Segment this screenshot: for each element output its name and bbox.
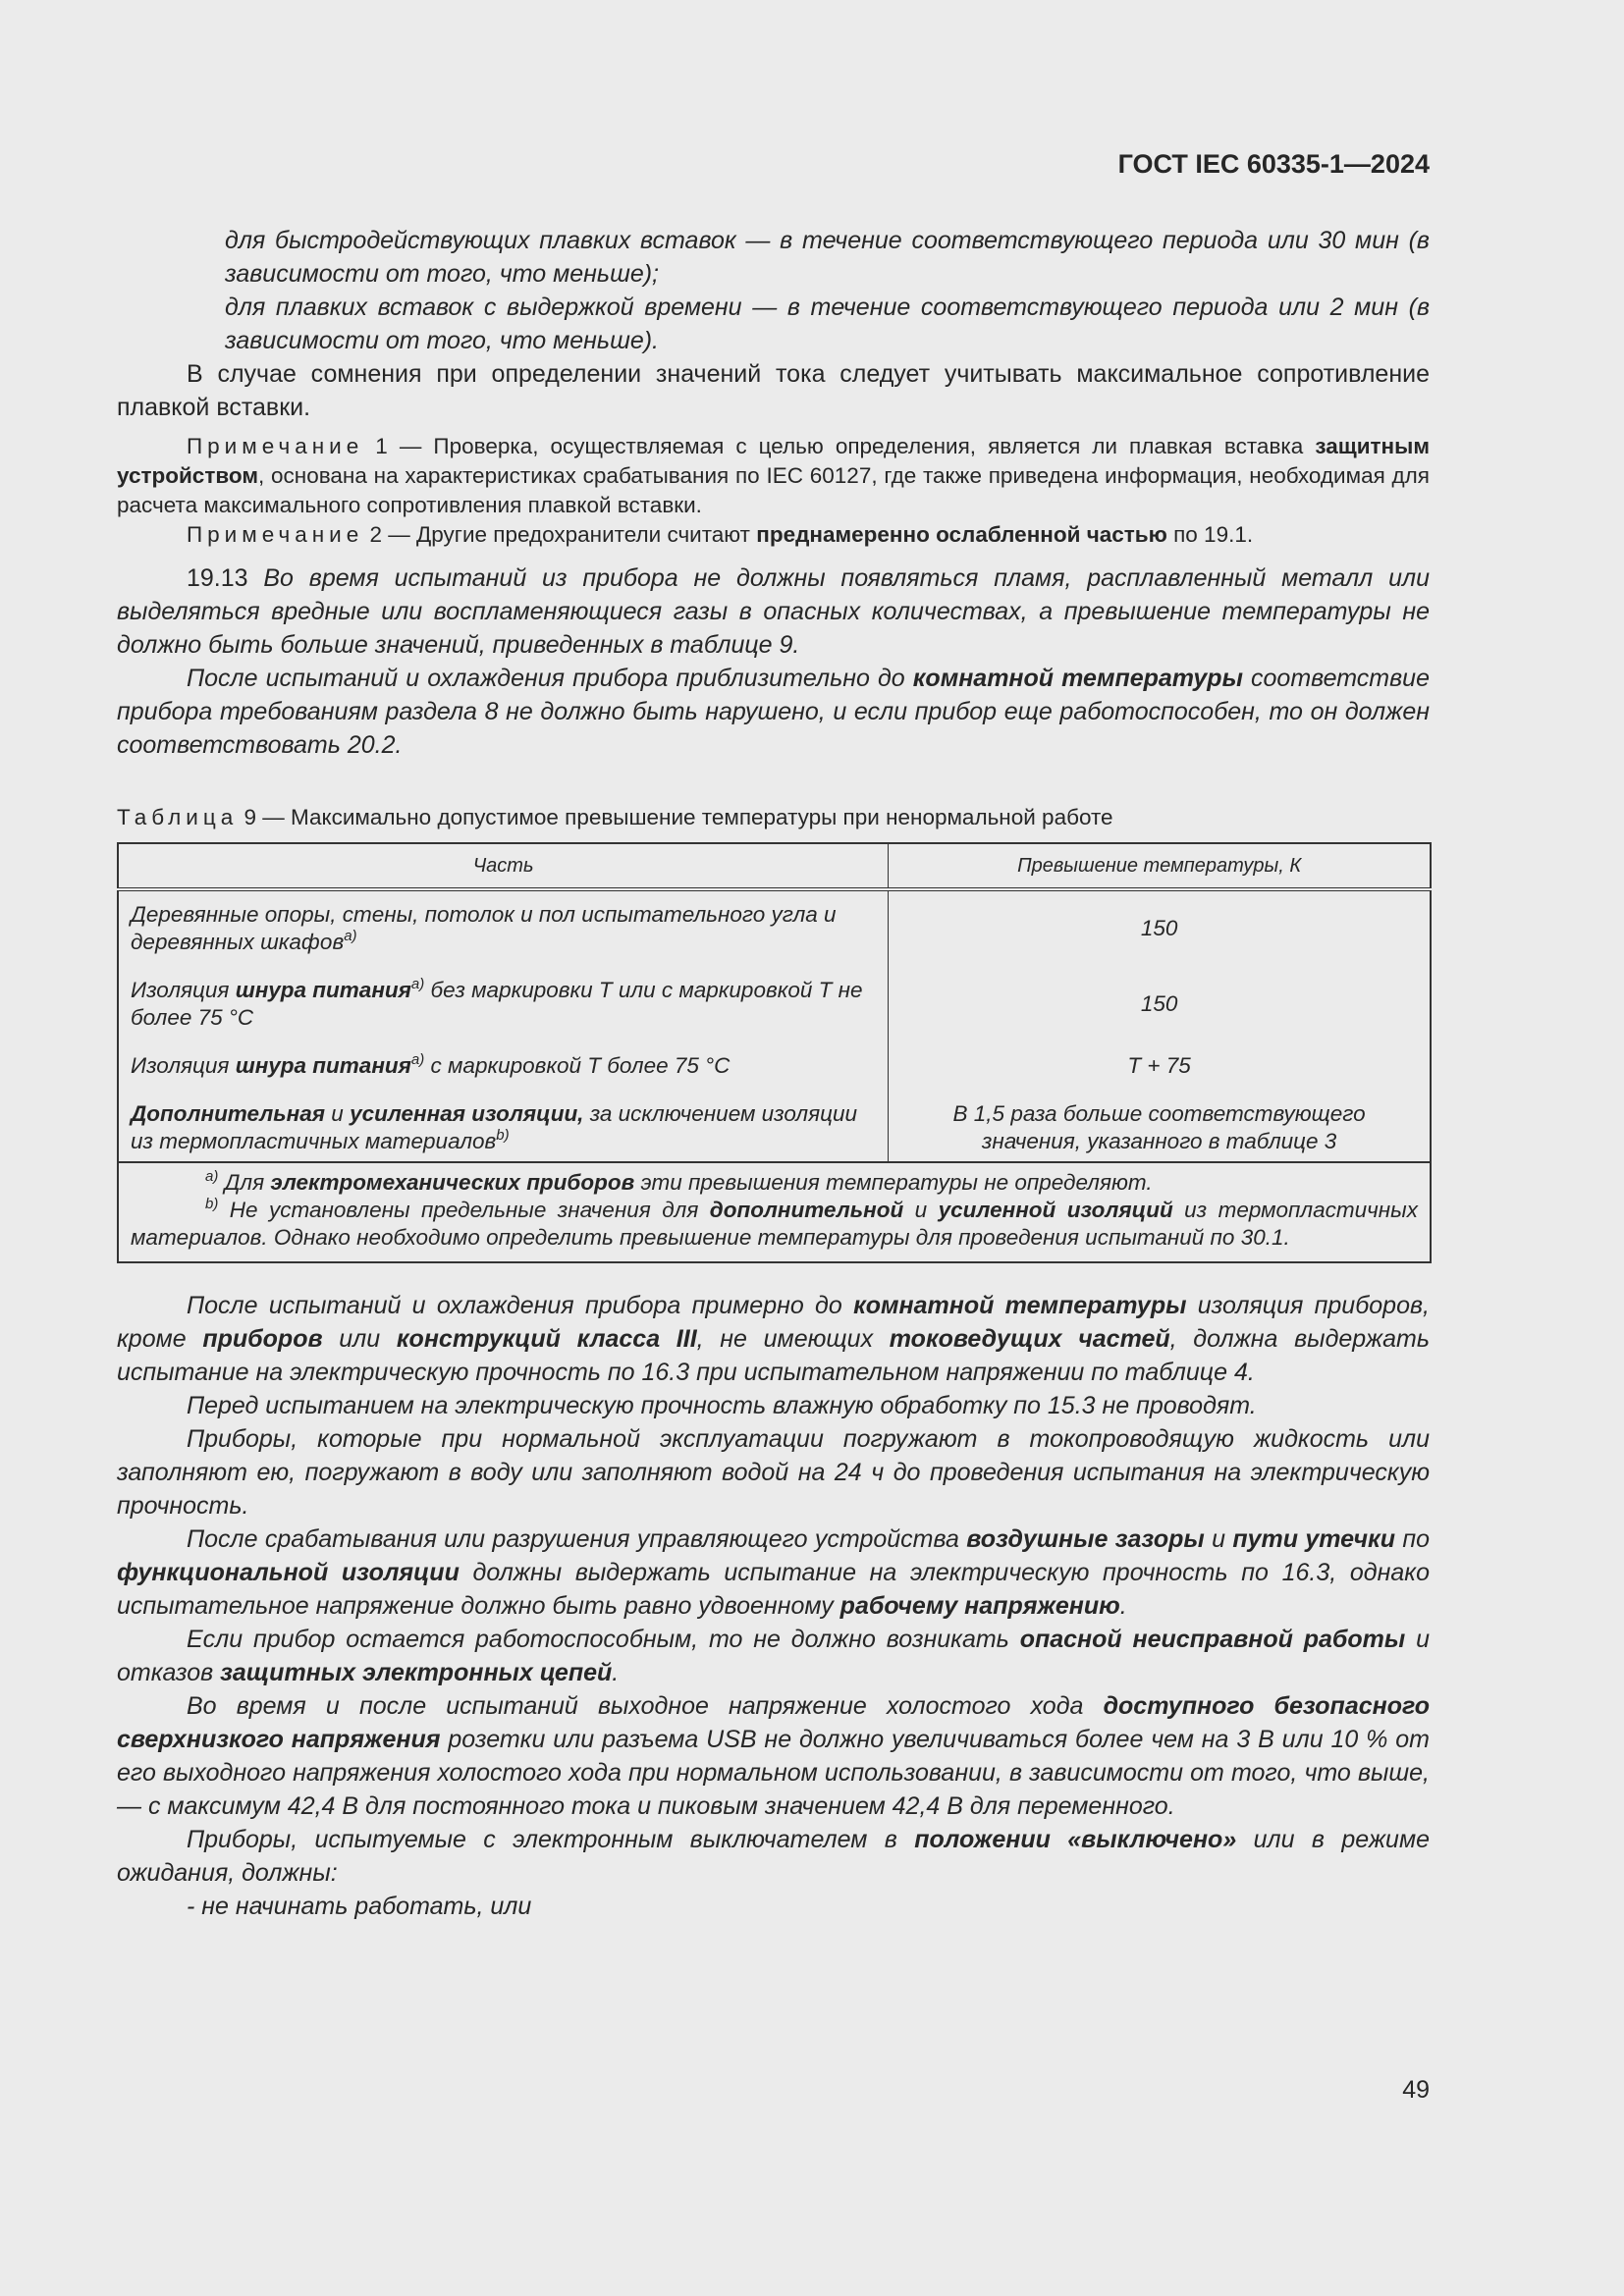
table-cell-part: Деревянные опоры, стены, потолок и пол испытательного угла и деревянных шкафов$^{a)}$ — [118, 889, 889, 959]
table-row — [118, 889, 1431, 959]
page-number: 49 — [1402, 2076, 1430, 2104]
table-cell-value: 150 — [889, 889, 1431, 959]
document-header: ГОСТ IEC 60335-1—2024 — [1117, 149, 1430, 179]
paragraph-output-voltage: Во время и после испытаний выходное напряжение холостого хода доступного безопасного сверхнизкого напряжения розетки или разъема USB не должно увеличиваться более чем на 3 В или 10 % от его выходного напряжения холостого хода при нормальном использовании, в зависимости от того, что выше, — с максимум 42,4 В для постоянного тока и пиковым значением 42,4 В для переменного. — [117, 1692, 1430, 1820]
temperature-rise-table — [117, 842, 1432, 1263]
fuse-item-fast: для быстродействующих плавких вставок — в течение соответствующего периода или 30 мин (в зависимости от того, что меньше); — [225, 227, 1430, 288]
column-header-part: Часть — [118, 843, 889, 889]
body-text — [117, 1289, 1430, 1923]
table-cell-part: Дополнительная и усиленная изоляции, за исключением изоляции из термопластичных материалов$^{b)}$ — [118, 1083, 889, 1162]
paragraph-humidity: Перед испытанием на электрическую прочность влажную обработку по 15.3 не проводят. — [187, 1392, 1257, 1419]
clause-19-13: 19.13 Во время испытаний из прибора не должны появляться пламя, расплавленный металл или выделяться вредные или воспламеняющиеся газы в опасных количествах, а превышение температуры не должно быть больше значений, приведенных в таблице 9. — [117, 564, 1430, 659]
table-cell-value: 150 — [889, 959, 1431, 1035]
page-content — [117, 224, 1430, 1923]
paragraph-operational: Если прибор остается работоспособным, то не должно возникать опасной неисправной работы и отказов защитных электронных цепей. — [117, 1626, 1431, 1686]
paragraph-control-failure: После срабатывания или разрушения управляющего устройства воздушные зазоры и пути утечки по функциональной изоляции должны выдержать испытание на электрическую прочность по 16.3, однако испытательное напряжение должно быть равно удвоенному рабочему напряжению. — [117, 1525, 1431, 1620]
paragraph-immersion: Приборы, которые при нормальной эксплуатации погружают в токопроводящую жидкость или заполняют ею, погружают в воду или заполняют водой на 24 ч до проведения испытания на электрическую прочность. — [117, 1425, 1430, 1520]
table-row — [118, 1035, 1431, 1083]
paragraph-insulation-test: После испытаний и охлаждения прибора примерно до комнатной температуры изоляция приборов, кроме приборов или конструкций класса III, не имеющих токоведущих частей, должна выдержать испытание на электрическую прочность по 16.3 при испытательном напряжении по таблице 4. — [117, 1292, 1430, 1386]
clause-after-test: После испытаний и охлаждения прибора приблизительно до комнатной температуры соответствие прибора требованиям раздела 8 не должно быть нарушено, и если прибор еще работоспособен, то он должен соответствовать 20.2. — [117, 665, 1430, 759]
footnote-a: $^{a)}$ Для электромеханических приборов эти превышения температуры не определяют. — [205, 1168, 1153, 1195]
table-footnotes — [118, 1162, 1431, 1262]
doubt-paragraph: В случае сомнения при определении значений тока следует учитывать максимальное сопротивление плавкой вставки. — [117, 360, 1430, 421]
paragraph-off-position: Приборы, испытуемые с электронным выключателем в положении «выключено» или в режиме ожидания, должны: — [117, 1826, 1431, 1887]
footnote-b: $^{b)}$ Не установлены предельные значения для дополнительной и усиленной изоляций из термопластичных материалов. Однако необходимо определить превышение температуры для проведения испытаний по 30.1. — [131, 1196, 1418, 1250]
table-row — [118, 959, 1431, 1035]
note-1: Примечание 1 — Проверка, осуществляемая с целью определения, является ли плавкая вставка защитным устройством, основана на характеристиках срабатывания по IEC 60127, где также приведена информация, необходимая для расчета максимального сопротивления плавкой вставки. — [117, 434, 1430, 517]
table-cell-value: T + 75 — [889, 1035, 1431, 1083]
table-row — [118, 1083, 1431, 1162]
column-header-temperature: Превышение температуры, К — [889, 843, 1431, 889]
fuse-item-delay: для плавких вставок с выдержкой времени — в течение соответствующего периода или 2 мин (в зависимости от того, что меньше). — [225, 294, 1430, 354]
list-item: - не начинать работать, или — [187, 1893, 532, 1920]
table-cell-part: Изоляция шнура питания$^{a)}$ с маркировкой Т более 75 °С — [118, 1035, 889, 1083]
table-cell-value: В 1,5 раза больше соответствующего значения, указанного в таблице 3 — [889, 1083, 1431, 1162]
note-2: Примечание 2 — Другие предохранители считают преднамеренно ослабленной частью по 19.1. — [187, 522, 1254, 547]
table-caption: Таблица 9 — Максимально допустимое превышение температуры при ненормальной работе — [117, 805, 1113, 829]
table-cell-part: Изоляция шнура питания$^{a)}$ без маркировки Т или с маркировкой Т не более 75 °С — [118, 959, 889, 1035]
